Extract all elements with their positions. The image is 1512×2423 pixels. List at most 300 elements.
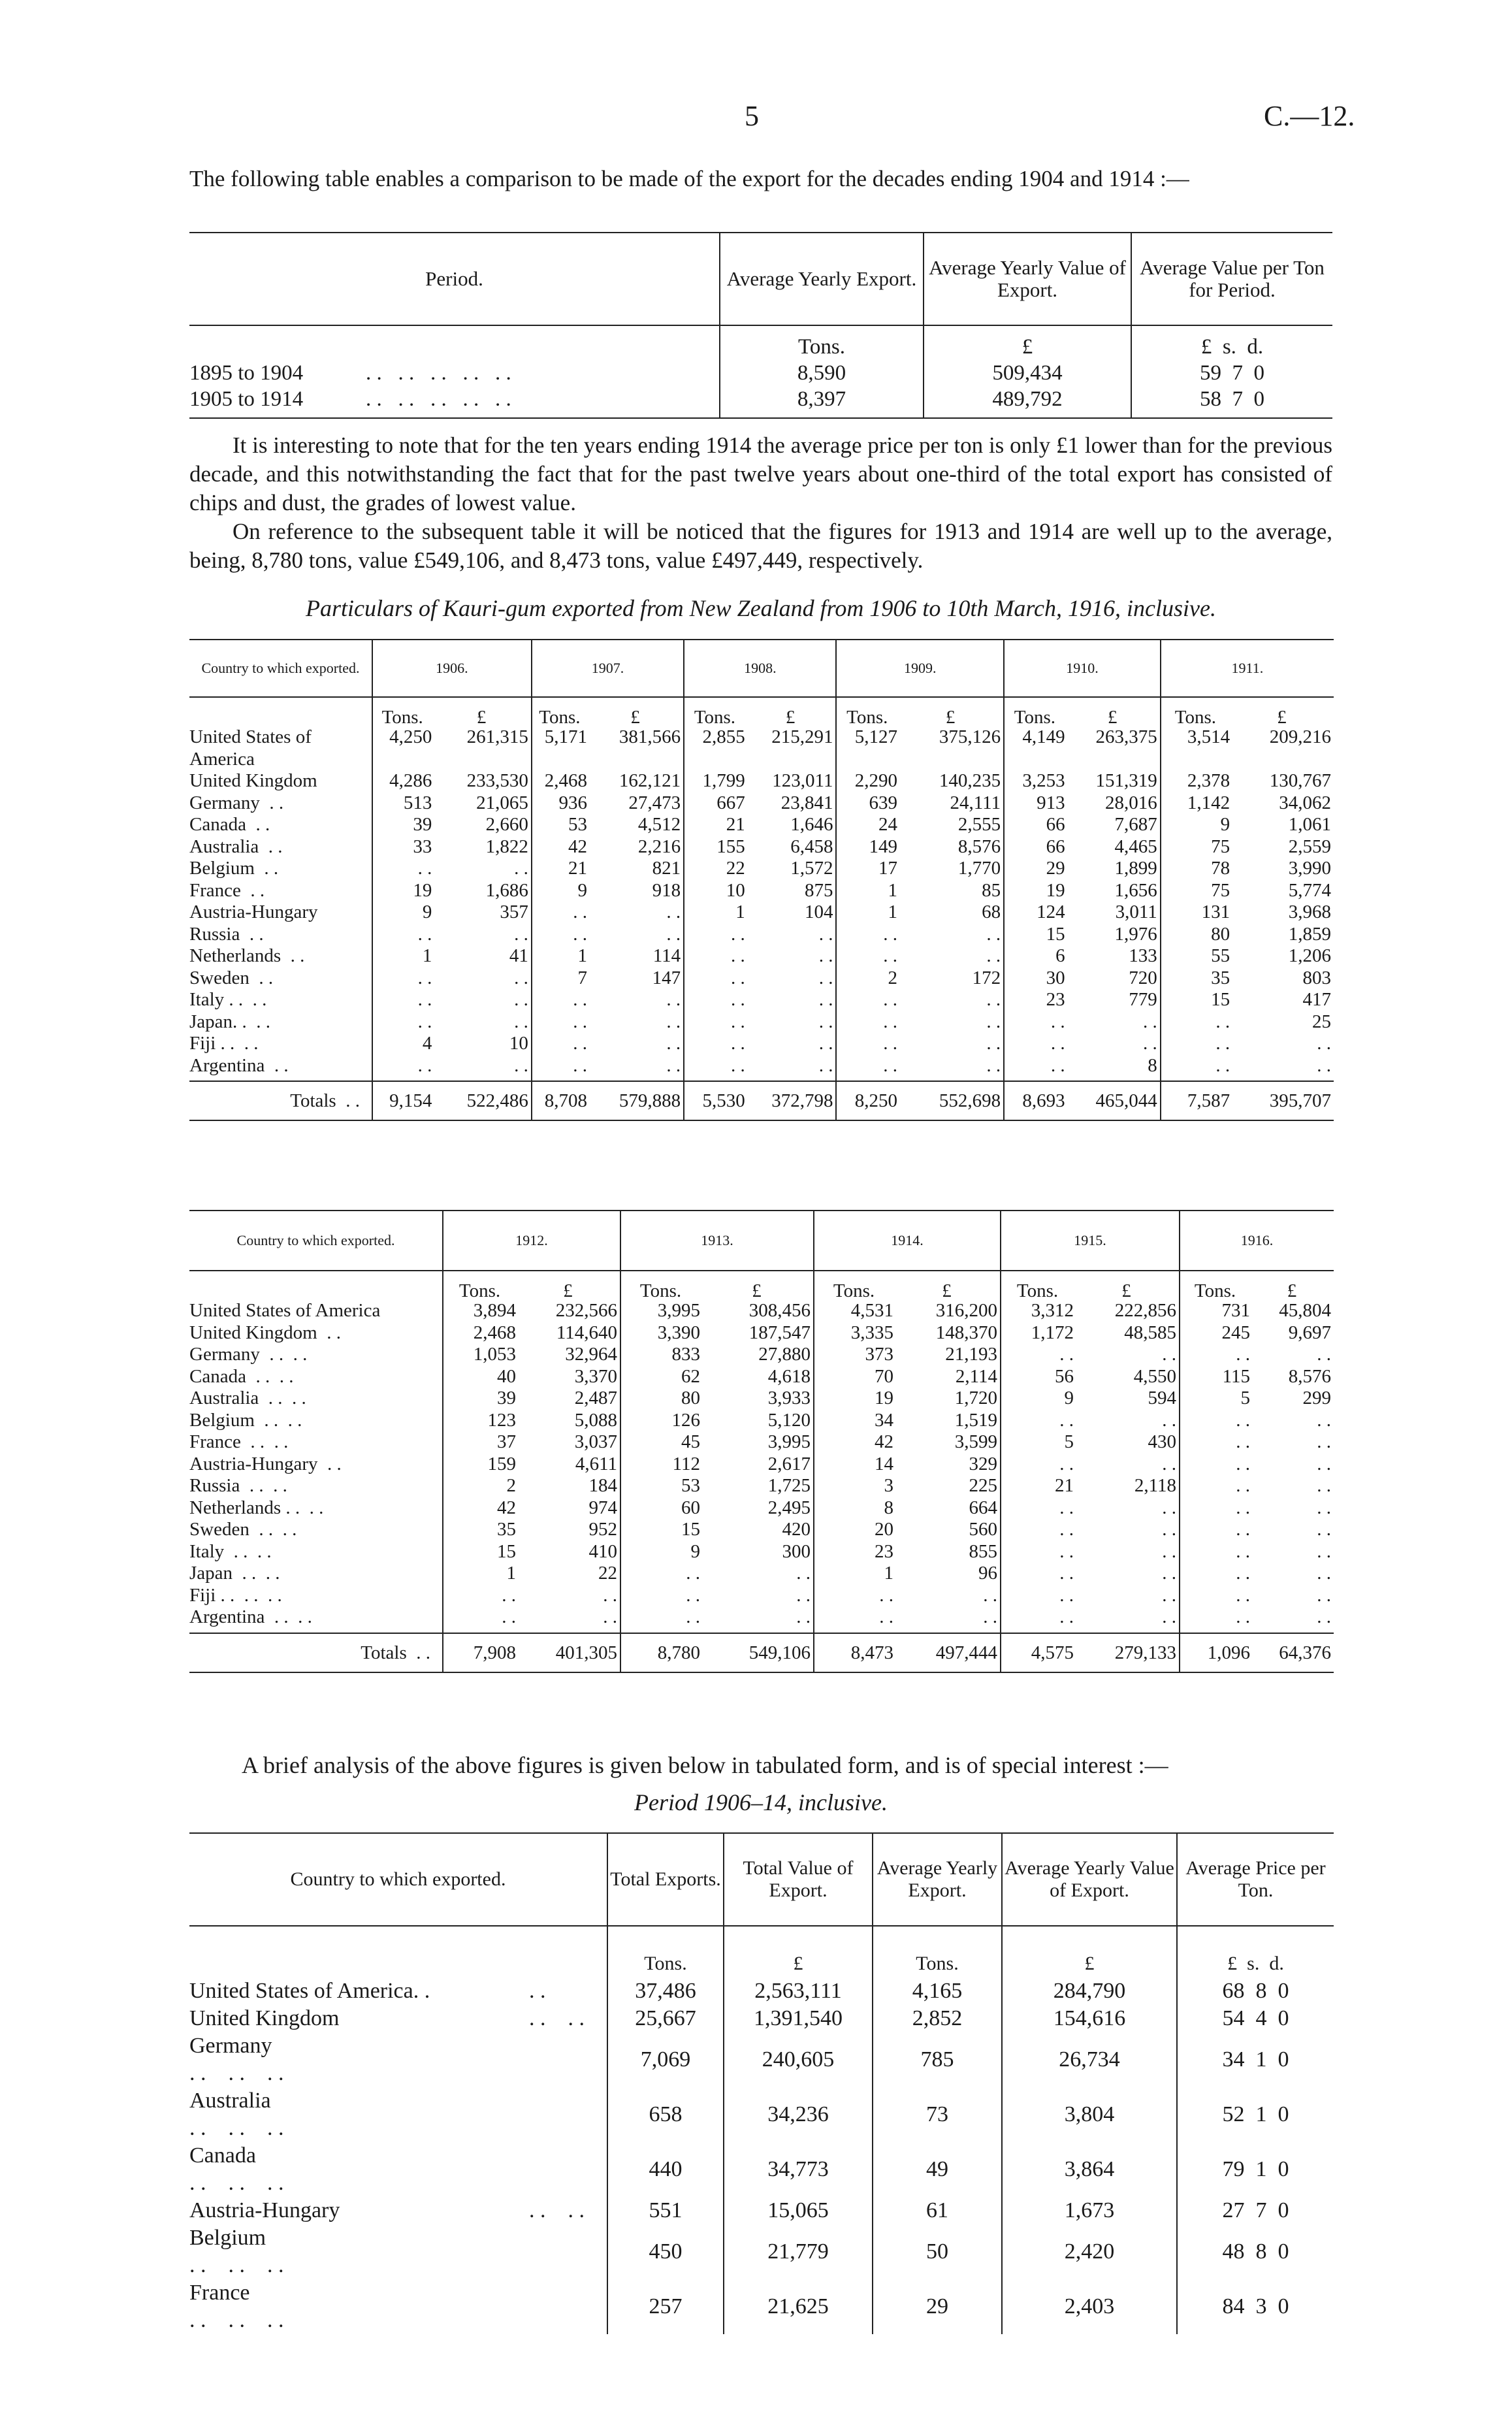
cell-tons: . . (684, 924, 748, 946)
cell-value: 34,236 (724, 2087, 873, 2142)
cell-tons: 53 (620, 1475, 703, 1497)
table-row (189, 770, 1334, 792)
cell-value: 140,235 (939, 770, 1001, 791)
cell-tons (1004, 749, 1068, 771)
cell-tons: 21 (684, 814, 748, 836)
header-year-1907: 1907. (532, 640, 684, 697)
cell-tons: . . (372, 968, 434, 990)
cell-tons: 45 (620, 1431, 703, 1454)
cell-value: 1,770 (957, 858, 1001, 879)
cell-avg-value: 2,403 (1002, 2279, 1177, 2334)
cell-value: . . (1317, 1344, 1331, 1365)
cell-tons: 5,127 (836, 726, 900, 749)
cell-value: 3,599 (954, 1431, 997, 1452)
totals-label: Totals . . (361, 1642, 430, 1663)
cell-tons: 19 (1004, 880, 1068, 902)
cell-value: . . (796, 1584, 811, 1606)
unit-pounds: £ (1121, 1280, 1131, 1301)
total-cell: 401,305 (555, 1642, 617, 1663)
cell-tons: 4 (372, 1033, 434, 1055)
total-cell: 395,707 (1269, 1090, 1331, 1111)
cell-tons: 3,390 (620, 1322, 703, 1344)
country-name: United Kingdom . . (189, 1322, 341, 1343)
cell-value: . . (1317, 1409, 1331, 1431)
cell-tons: . . (1004, 1055, 1068, 1077)
unit-pounds: £ (752, 1280, 762, 1301)
cell-value: 4,512 (637, 814, 681, 835)
cell-value: 300 (782, 1540, 811, 1562)
cell-total: 658 (607, 2087, 724, 2142)
table-row (189, 945, 1334, 968)
cell-tons: . . (372, 924, 434, 946)
cell-tons: . . (836, 1033, 900, 1055)
cell-tons: 3,995 (620, 1300, 703, 1322)
units-row (189, 1271, 1334, 1300)
total-cell: 552,698 (939, 1090, 1001, 1111)
unit-lsd: £ s. d. (1131, 325, 1332, 360)
cell-value: 3,968 (1288, 902, 1331, 922)
total-cell: 7,908 (443, 1633, 519, 1672)
cell-tons: 2 (836, 968, 900, 990)
table-row (189, 1606, 1334, 1629)
cell-value: . . (1317, 1475, 1331, 1496)
unit-tons: Tons. (1161, 697, 1232, 726)
table-row (189, 1055, 1334, 1077)
cell-value: 232,566 (555, 1300, 617, 1321)
country-name: United States of (189, 726, 312, 747)
unit-tons: Tons. (1004, 697, 1068, 726)
cell-value (1232, 749, 1334, 771)
header-year-1916: 1916. (1180, 1211, 1334, 1271)
table-row (189, 1541, 1334, 1563)
cell-value: . . (1317, 1431, 1331, 1452)
unit-pounds: £ (942, 1280, 952, 1301)
table-row (189, 1497, 1334, 1520)
table-row (189, 1519, 1334, 1541)
cell-tons: 19 (372, 880, 434, 902)
country-name: Germany . . . . (189, 1344, 308, 1365)
table-row (189, 989, 1334, 1011)
total-cell: 7,587 (1161, 1081, 1232, 1120)
decade-comparison-table (189, 232, 1332, 419)
paragraph-price-note: It is interesting to note that for the ten years ending 1914 the average price per ton is only £1 lower than for the previous decade, and this notwithstanding the fact that for the past twelve years about one-third of the total export has consisted of chips and dust, the grades of lowest value. (189, 432, 1332, 515)
cell-tons: . . (1180, 1454, 1253, 1476)
cell-value: 1,572 (790, 858, 833, 879)
table-row: 1905 to 1914 . . . . . . . . . . 8,397 489,792 58 7 0 (189, 386, 1332, 418)
cell-value: 25 (1312, 1011, 1331, 1032)
country-name: Austria-Hungary (189, 902, 318, 922)
cell-value: 21,625 (724, 2279, 873, 2334)
cell-value (1068, 749, 1161, 771)
cell-tons: 20 (814, 1519, 896, 1541)
cell-tons: 10 (684, 880, 748, 902)
header-total-exports: Total Exports. (607, 1833, 724, 1926)
cell-tons: 639 (836, 792, 900, 815)
country-name: France . . . . (189, 1431, 289, 1452)
cell-tons: . . (836, 945, 900, 968)
cell-tons: 2,855 (684, 726, 748, 749)
cell-value: 123,011 (772, 770, 833, 791)
header-year-1913: 1913. (620, 1211, 814, 1271)
cell-tons (372, 749, 434, 771)
cell-value: . . (818, 945, 833, 966)
cell-value: 3,995 (767, 1431, 811, 1452)
country-name: Belgium (189, 2226, 266, 2250)
cell-tons: . . (684, 1011, 748, 1033)
table-row (189, 2279, 1334, 2334)
cell-tons: 66 (1004, 836, 1068, 858)
cell-value: . . (1162, 1453, 1176, 1474)
total-cell: 8,708 (532, 1081, 590, 1120)
cell-value: 2,114 (955, 1365, 997, 1387)
cell-value: 560 (969, 1519, 997, 1540)
cell-value: 720 (1129, 967, 1157, 988)
cell-value: . . (666, 1054, 681, 1076)
table-row (189, 2005, 1334, 2032)
total-cell: 579,888 (619, 1090, 681, 1111)
cell-value: . . (818, 967, 833, 988)
cell-value: 209,216 (1269, 726, 1331, 747)
cell-tons: . . (684, 1033, 748, 1055)
analysis-caption: Period 1906–14, inclusive. (634, 1789, 888, 1815)
cell-value: 3,037 (574, 1431, 617, 1452)
table-row (189, 924, 1334, 946)
cell-tons: . . (620, 1606, 703, 1629)
cell-value: . . (986, 1011, 1001, 1032)
unit-tons: Tons. (814, 1271, 896, 1300)
cell-tons: 1 (532, 945, 590, 968)
cell-tons: 4,149 (1004, 726, 1068, 749)
cell-value: . . (1162, 1497, 1176, 1518)
cell-value: 1,822 (485, 836, 528, 857)
country-name: Japan. . . . (189, 1011, 271, 1032)
cell-tons: 513 (372, 792, 434, 815)
cell-price: 68 8 0 (1177, 1977, 1334, 2005)
cell-value: 3,933 (767, 1388, 811, 1408)
unit-tons: Tons. (1001, 1271, 1076, 1300)
cell-tons: 35 (1161, 968, 1232, 990)
cell-value: 430 (1148, 1431, 1176, 1452)
cell-tons: 1,053 (443, 1344, 519, 1366)
cell-value (434, 749, 531, 771)
country-name: Canada . . . . (189, 1365, 294, 1387)
cell-value: 21,193 (945, 1344, 997, 1365)
cell-value: 821 (652, 858, 681, 879)
cell-tons: . . (1001, 1454, 1076, 1476)
cell-value: 5,088 (574, 1409, 617, 1431)
unit-pounds: £ (1277, 707, 1287, 728)
cell-tons: . . (532, 1055, 590, 1077)
cell-avg-value: 26,734 (1002, 2032, 1177, 2087)
total-cell: 1,096 (1180, 1633, 1253, 1672)
cell-tons: . . (1180, 1585, 1253, 1607)
cell-value: . . (1317, 1453, 1331, 1474)
table-row (189, 1563, 1334, 1585)
country-name: Italy . . . . (189, 1540, 272, 1562)
unit-tons: Tons. (620, 1271, 703, 1300)
cell-value: 803 (1302, 967, 1331, 988)
header-avg-yearly-export: Average Yearly Export. (720, 233, 924, 325)
cell-value: 1,646 (790, 814, 833, 835)
cell-tons: 2,468 (532, 770, 590, 792)
header-total-value: Total Value of Export. (724, 1833, 873, 1926)
totals-row (189, 1633, 1334, 1672)
cell-tons: . . (532, 924, 590, 946)
table-row (189, 1344, 1334, 1366)
cell-value: 1,061 (1288, 814, 1331, 835)
cell-value: 104 (804, 902, 833, 922)
country-name: Russia . . (189, 923, 264, 945)
cell-tons: . . (532, 1033, 590, 1055)
leader-dots: . . . . . . (189, 2171, 284, 2195)
cell-value: 974 (588, 1497, 617, 1518)
cell-total: 257 (607, 2279, 724, 2334)
cell-price: 48 8 0 (1177, 2224, 1334, 2279)
cell-tons: 2,378 (1161, 770, 1232, 792)
cell-value: . . (1317, 1584, 1331, 1606)
cell-value: 114,640 (556, 1322, 617, 1343)
table-row (189, 792, 1334, 815)
unit-tons: Tons. (836, 697, 900, 726)
cell-tons: . . (836, 924, 900, 946)
header-year-1910: 1910. (1004, 640, 1161, 697)
country-name: Japan . . . . (189, 1563, 280, 1584)
country-name: Netherlands . . (189, 945, 305, 966)
cell-tons: 3,514 (1161, 726, 1232, 749)
cell-value: . . (1162, 1409, 1176, 1431)
cell-value: 3,370 (574, 1365, 617, 1387)
total-cell: 279,133 (1114, 1642, 1176, 1663)
export-table-1912-1916 (189, 1210, 1334, 1673)
cell-value: 21,065 (476, 792, 528, 813)
cell-value: 263,375 (1095, 726, 1157, 747)
unit-tons: Tons. (1180, 1271, 1253, 1300)
cell-tons: . . (1180, 1344, 1253, 1366)
cell-value: 4,465 (1114, 836, 1157, 857)
cell-tons: . . (1001, 1563, 1076, 1585)
cell-tons: 80 (620, 1388, 703, 1410)
country-name: Australia (189, 2089, 271, 2113)
country-name: Italy . . . . (189, 989, 267, 1010)
header-year-1911: 1911. (1161, 640, 1334, 697)
header-avg-yearly-export: Average Yearly Export. (873, 1833, 1002, 1926)
table-row (189, 2087, 1334, 2142)
country-name: United States of America. . (189, 1979, 430, 2003)
cell-avg: 73 (873, 2087, 1002, 2142)
cell-tons: 23 (1004, 989, 1068, 1011)
header-year-1914: 1914. (814, 1211, 1001, 1271)
cell-tons: 23 (814, 1541, 896, 1563)
cell-tons: 245 (1180, 1322, 1253, 1344)
cell-tons: 17 (836, 858, 900, 880)
cell-value: 28,016 (1105, 792, 1157, 813)
cell-value: 148,370 (935, 1322, 997, 1343)
cell-tons: 1 (443, 1563, 519, 1585)
cell-value: 24,111 (950, 792, 1001, 813)
cell-tons: 15 (1004, 924, 1068, 946)
cell-value: 2,660 (485, 814, 528, 835)
table-row (189, 2224, 1334, 2279)
cell-value (748, 749, 837, 771)
table-row (189, 902, 1334, 924)
cell-value (900, 749, 1004, 771)
unit-lsd: £ s. d. (1177, 1926, 1334, 1977)
cell-tons: . . (1001, 1410, 1076, 1432)
cell-tons: 1 (836, 880, 900, 902)
cell-value: 375,126 (939, 726, 1001, 747)
cell-value: 952 (588, 1519, 617, 1540)
cell-value: 779 (1129, 989, 1157, 1010)
cell-tons: 1 (836, 902, 900, 924)
country-name: Australia . . . . (189, 1388, 306, 1408)
table-row: 1895 to 1904 . . . . . . . . . . 8,590 509,434 59 7 0 (189, 360, 1332, 386)
document-reference: C.—12. (1264, 100, 1355, 132)
cell-tons: 124 (1004, 902, 1068, 924)
unit-tons: Tons. (532, 697, 590, 726)
cell-value: . . (514, 989, 528, 1010)
cell-value: . . (986, 1033, 1001, 1054)
cell-tons: 56 (1001, 1366, 1076, 1388)
cell-tons: 3,335 (814, 1322, 896, 1344)
cell-tons: . . (620, 1585, 703, 1607)
cell-value: 8,576 (957, 836, 1001, 857)
cell-value: 420 (782, 1519, 811, 1540)
cell-tons: 4,531 (814, 1300, 896, 1322)
cell-tons: . . (1001, 1585, 1076, 1607)
cell-value: 1,976 (1114, 923, 1157, 945)
country-name: Argentina . . (189, 1054, 289, 1076)
cell-value: 1,859 (1288, 923, 1331, 945)
cell-tons: 131 (1161, 902, 1232, 924)
cell-tons: 1,142 (1161, 792, 1232, 815)
cell-value: 1,899 (1114, 858, 1157, 879)
cell-tons: 1 (684, 902, 748, 924)
country-name: Germany (189, 2034, 272, 2058)
cell-value: 22 (598, 1563, 617, 1584)
table-row (189, 749, 1334, 771)
cell-tons: . . (1180, 1606, 1253, 1629)
table-caption: Particulars of Kauri-gum exported from New Zealand from 1906 to 10th March, 1916, inclusive. (306, 595, 1216, 621)
unit-tons: Tons. (372, 697, 434, 726)
header-year-1915: 1915. (1001, 1211, 1180, 1271)
cell-tons: 42 (814, 1431, 896, 1454)
table-row (189, 1585, 1334, 1607)
cell-tons: 5 (1180, 1388, 1253, 1410)
country-name: Canada . . (189, 814, 270, 835)
cell-total: 450 (607, 2224, 724, 2279)
cell-tons: . . (372, 989, 434, 1011)
cell-tons: 21 (532, 858, 590, 880)
cell-value: 21,779 (724, 2224, 873, 2279)
cell-tons: . . (1001, 1344, 1076, 1366)
cell-value: 240,605 (724, 2032, 873, 2087)
analysis-table (189, 1832, 1334, 2334)
unit-tons: Tons. (684, 697, 748, 726)
cell-tons: . . (836, 989, 900, 1011)
cell-value: . . (603, 1606, 617, 1627)
country-name: France (189, 2281, 250, 2305)
header-year-1909: 1909. (836, 640, 1004, 697)
cell-tons: 3 (814, 1475, 896, 1497)
cell-tons: . . (532, 1011, 590, 1033)
total-cell: 522,486 (466, 1090, 528, 1111)
country-name: Russia . . . . (189, 1475, 287, 1496)
cell-value: . . (603, 1584, 617, 1606)
table-row (189, 2197, 1334, 2224)
header-avg-yearly-value: Average Yearly Value of Export. (924, 233, 1131, 325)
cell-tons: 833 (620, 1344, 703, 1366)
cell-tons: 75 (1161, 880, 1232, 902)
cell-value: 184 (588, 1475, 617, 1496)
cell-tons: 1 (372, 945, 434, 968)
cell-tons: . . (1180, 1497, 1253, 1520)
cell-value: 357 (500, 902, 528, 922)
cell-avg-value: 2,420 (1002, 2224, 1177, 2279)
table-row (189, 2142, 1334, 2197)
cell-value: . . (514, 967, 528, 988)
leader-dots: . . (529, 1979, 546, 2003)
cell-value: 381,566 (619, 726, 681, 747)
cell-value: 417 (1302, 989, 1331, 1010)
cell-tons: . . (684, 1055, 748, 1077)
cell-tons: 3,312 (1001, 1300, 1076, 1322)
cell-value: 329 (969, 1453, 997, 1474)
cell-tons: . . (684, 968, 748, 990)
cell-tons: . . (372, 858, 434, 880)
cell-value: 1,391,540 (724, 2005, 873, 2032)
cell-value: 34,062 (1279, 792, 1331, 813)
country-name: America (189, 748, 255, 770)
cell-tons (684, 749, 748, 771)
page-number: 5 (745, 100, 759, 132)
export-table-1906-1911 (189, 639, 1334, 1121)
cell-value: 48,585 (1124, 1322, 1176, 1343)
cell-value: 316,200 (935, 1300, 997, 1321)
country-name: United States of America (189, 1300, 381, 1321)
cell-value: . . (1317, 1563, 1331, 1584)
cell-tons: 33 (372, 836, 434, 858)
cell-tons: 24 (836, 814, 900, 836)
cell-value: . . (1162, 1606, 1176, 1627)
unit-tons: Tons. (607, 1926, 724, 1977)
cell-price: 79 1 0 (1177, 2142, 1334, 2197)
cell-value: . . (796, 1606, 811, 1627)
cell-tons: 4,286 (372, 770, 434, 792)
cell-tons: 731 (1180, 1300, 1253, 1322)
cell-value: . . (986, 989, 1001, 1010)
cell-value: 2,216 (637, 836, 681, 857)
cell-value: 34,773 (724, 2142, 873, 2197)
cell-value: . . (666, 989, 681, 1010)
country-name: United Kingdom (189, 2006, 340, 2030)
cell-tons: 34 (814, 1410, 896, 1432)
cell-value: 2,617 (767, 1453, 811, 1474)
cell-value: 664 (969, 1497, 997, 1518)
cell-tons: 62 (620, 1366, 703, 1388)
cell-value: 151,319 (1095, 770, 1157, 791)
cell-tons: . . (532, 902, 590, 924)
total-cell: 549,106 (748, 1642, 811, 1663)
cell-value: 410 (588, 1540, 617, 1562)
cell-tons: 42 (443, 1497, 519, 1520)
header-year-1912: 1912. (443, 1211, 620, 1271)
cell-value: 222,856 (1114, 1300, 1176, 1321)
cell-tons: 149 (836, 836, 900, 858)
total-cell: 497,444 (935, 1642, 997, 1663)
cell-value: 233,530 (466, 770, 528, 791)
cell-tons: 9 (1161, 814, 1232, 836)
country-name: Germany . . (189, 792, 284, 813)
